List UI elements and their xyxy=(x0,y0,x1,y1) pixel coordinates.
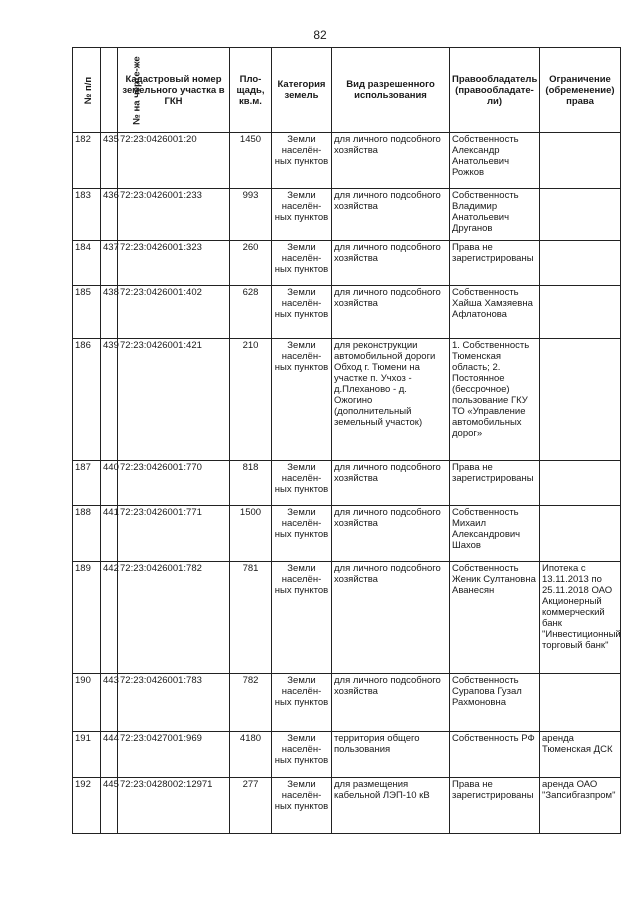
row-number-cell: 185 xyxy=(73,286,101,339)
table-row xyxy=(73,461,621,506)
cadastral-number-cell: 72:23:0426001:20 xyxy=(118,133,230,189)
permitted-use-cell: для размещения кабельной ЛЭП-10 кВ xyxy=(332,778,450,834)
header-cadastral-number: Кадастровый номер земельного участка в ГКН xyxy=(118,48,230,133)
plan-number-cell: 442 xyxy=(101,562,118,674)
land-category-cell: Земли населён-ных пунктов xyxy=(272,241,332,286)
row-number-cell: 183 xyxy=(73,189,101,241)
cadastral-number-cell: 72:23:0426001:770 xyxy=(118,461,230,506)
plan-number-cell: 439 xyxy=(101,339,118,461)
owner-cell: Собственность Сурапова Гузал Рахмоновна xyxy=(450,674,540,732)
table-row xyxy=(73,189,621,241)
cadastral-number-cell: 72:23:0428002:12971 xyxy=(118,778,230,834)
table-row xyxy=(73,674,621,732)
owner-cell: Собственность Женик Султановна Аванесян xyxy=(450,562,540,674)
owner-cell: Права не зарегистрированы xyxy=(450,778,540,834)
table-row xyxy=(73,286,621,339)
cadastral-number-cell: 72:23:0426001:402 xyxy=(118,286,230,339)
table-row xyxy=(73,778,621,834)
plan-number-cell: 445 xyxy=(101,778,118,834)
owner-cell: Права не зарегистрированы xyxy=(450,461,540,506)
plan-number-cell: 436 xyxy=(101,189,118,241)
encumbrance-cell xyxy=(540,461,621,506)
header-area: Пло-щадь, кв.м. xyxy=(230,48,272,133)
permitted-use-cell: для реконструкции автомобильной дороги Обход г. Тюмени на участке п. Учхоз - д.Плеханово - д. Ожогино (дополнительный земельный участок) xyxy=(332,339,450,461)
encumbrance-cell xyxy=(540,133,621,189)
plan-number-cell: 441 xyxy=(101,506,118,562)
cadastral-number-cell: 72:23:0426001:323 xyxy=(118,241,230,286)
cadastral-number-cell: 72:23:0426001:421 xyxy=(118,339,230,461)
plan-number-cell: 438 xyxy=(101,286,118,339)
area-cell: 210 xyxy=(230,339,272,461)
header-encumbrance: Ограничение (обременение) права xyxy=(540,48,621,133)
land-category-cell: Земли населён-ных пунктов xyxy=(272,778,332,834)
cadastral-number-cell: 72:23:0426001:233 xyxy=(118,189,230,241)
land-registry-table xyxy=(72,47,621,834)
encumbrance-cell: Ипотека с 13.11.2013 по 25.11.2018 ОАО Акционерный коммерческий банк "Инвестиционный торговый банк" xyxy=(540,562,621,674)
header-plan-number: № на черте-же xyxy=(101,48,118,133)
cadastral-number-cell: 72:23:0427001:969 xyxy=(118,732,230,778)
area-cell: 260 xyxy=(230,241,272,286)
row-number-cell: 182 xyxy=(73,133,101,189)
encumbrance-cell xyxy=(540,286,621,339)
header-row-number: № п/п xyxy=(73,48,101,133)
area-cell: 781 xyxy=(230,562,272,674)
row-number-cell: 187 xyxy=(73,461,101,506)
owner-cell: Собственность Михаил Александрович Шахов xyxy=(450,506,540,562)
row-number-cell: 192 xyxy=(73,778,101,834)
page-number: 82 xyxy=(313,28,327,42)
area-cell: 628 xyxy=(230,286,272,339)
row-number-cell: 188 xyxy=(73,506,101,562)
land-category-cell: Земли населён-ных пунктов xyxy=(272,506,332,562)
plan-number-cell: 444 xyxy=(101,732,118,778)
area-cell: 277 xyxy=(230,778,272,834)
area-cell: 782 xyxy=(230,674,272,732)
row-number-cell: 191 xyxy=(73,732,101,778)
header-permitted-use: Вид разрешенного использования xyxy=(332,48,450,133)
encumbrance-cell xyxy=(540,674,621,732)
encumbrance-cell: аренда Тюменская ДСК xyxy=(540,732,621,778)
permitted-use-cell: для личного подсобного хозяйства xyxy=(332,286,450,339)
area-cell: 993 xyxy=(230,189,272,241)
owner-cell: Собственность РФ xyxy=(450,732,540,778)
table-row xyxy=(73,562,621,674)
plan-number-cell: 437 xyxy=(101,241,118,286)
header-owner: Правообладатель (правообладате-ли) xyxy=(450,48,540,133)
permitted-use-cell: для личного подсобного хозяйства xyxy=(332,133,450,189)
cadastral-number-cell: 72:23:0426001:782 xyxy=(118,562,230,674)
table-row xyxy=(73,241,621,286)
owner-cell: Собственность Хайша Хамзяевна Афлатонова xyxy=(450,286,540,339)
area-cell: 818 xyxy=(230,461,272,506)
plan-number-cell: 435 xyxy=(101,133,118,189)
encumbrance-cell: аренда ОАО "Запсибгазпром" xyxy=(540,778,621,834)
row-number-cell: 184 xyxy=(73,241,101,286)
land-category-cell: Земли населён-ных пунктов xyxy=(272,674,332,732)
encumbrance-cell xyxy=(540,189,621,241)
table-row xyxy=(73,506,621,562)
owner-cell: Права не зарегистрированы xyxy=(450,241,540,286)
table-row xyxy=(73,339,621,461)
land-category-cell: Земли населён-ных пунктов xyxy=(272,133,332,189)
land-category-cell: Земли населён-ных пунктов xyxy=(272,461,332,506)
table-row xyxy=(73,732,621,778)
area-cell: 1450 xyxy=(230,133,272,189)
table-row xyxy=(73,133,621,189)
encumbrance-cell xyxy=(540,506,621,562)
permitted-use-cell: для личного подсобного хозяйства xyxy=(332,562,450,674)
row-number-cell: 190 xyxy=(73,674,101,732)
cadastral-number-cell: 72:23:0426001:771 xyxy=(118,506,230,562)
permitted-use-cell: для личного подсобного хозяйства xyxy=(332,506,450,562)
land-category-cell: Земли населён-ных пунктов xyxy=(272,732,332,778)
permitted-use-cell: территория общего пользования xyxy=(332,732,450,778)
land-category-cell: Земли населён-ных пунктов xyxy=(272,562,332,674)
encumbrance-cell xyxy=(540,241,621,286)
plan-number-cell: 440 xyxy=(101,461,118,506)
area-cell: 1500 xyxy=(230,506,272,562)
land-category-cell: Земли населён-ных пунктов xyxy=(272,286,332,339)
row-number-cell: 189 xyxy=(73,562,101,674)
owner-cell: 1. Собственность Тюменская область; 2. Постоянное (бессрочное) пользование ГКУ ТО «Управление автомобильных дорог» xyxy=(450,339,540,461)
owner-cell: Собственность Александр Анатольевич Рожков xyxy=(450,133,540,189)
header-land-category: Категория земель xyxy=(272,48,332,133)
cadastral-number-cell: 72:23:0426001:783 xyxy=(118,674,230,732)
table-header-row xyxy=(73,48,621,133)
permitted-use-cell: для личного подсобного хозяйства xyxy=(332,461,450,506)
plan-number-cell: 443 xyxy=(101,674,118,732)
permitted-use-cell: для личного подсобного хозяйства xyxy=(332,189,450,241)
area-cell: 4180 xyxy=(230,732,272,778)
land-category-cell: Земли населён-ных пунктов xyxy=(272,189,332,241)
owner-cell: Собственность Владимир Анатольевич Друганов xyxy=(450,189,540,241)
permitted-use-cell: для личного подсобного хозяйства xyxy=(332,241,450,286)
encumbrance-cell xyxy=(540,339,621,461)
land-category-cell: Земли населён-ных пунктов xyxy=(272,339,332,461)
row-number-cell: 186 xyxy=(73,339,101,461)
permitted-use-cell: для личного подсобного хозяйства xyxy=(332,674,450,732)
